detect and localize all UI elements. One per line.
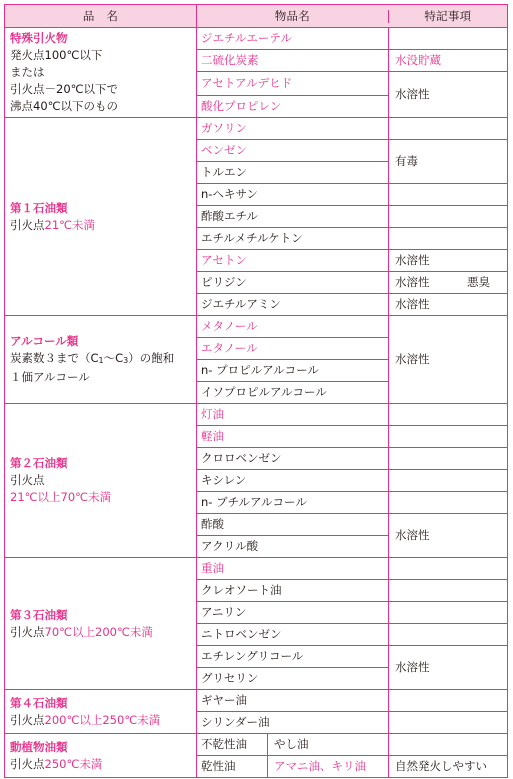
product-name: ジエチルエーテル — [197, 28, 389, 50]
category-desc: 発火点100℃以下 — [10, 48, 103, 62]
product-name: 乾性油 — [197, 756, 268, 777]
header-note: 特記事項 — [388, 10, 507, 23]
note-cell — [389, 470, 508, 492]
category-name: 動植物油類 — [10, 739, 68, 754]
note-cell — [389, 28, 508, 50]
category-desc: または — [10, 65, 45, 79]
category-desc-highlight: 250℃未満 — [44, 756, 103, 771]
product-split-cell — [197, 756, 389, 778]
note-cell — [389, 712, 508, 734]
category-desc-highlight: 200℃以上250℃未満 — [44, 712, 161, 727]
product-name: キシレン — [197, 470, 389, 492]
note-cell — [389, 492, 508, 514]
category-desc: 引火点－20℃以下で — [10, 82, 119, 96]
category-p4 — [5, 690, 197, 734]
category-name: 第２石油類 — [10, 456, 68, 470]
category-name: アルコール類 — [10, 334, 79, 348]
product-name: ジエチルアミン — [197, 294, 389, 316]
note-soluble: 水溶性 — [395, 275, 430, 289]
table-row — [5, 404, 508, 426]
category-name: 第３石油類 — [10, 607, 68, 622]
note-cell — [389, 734, 508, 756]
category-animal — [5, 734, 197, 778]
hazmat-table — [4, 4, 508, 778]
header-product: 物品名 — [274, 8, 310, 23]
note-cell — [389, 404, 508, 426]
category-desc-highlight: 21℃未満 — [44, 217, 96, 232]
note-cell — [389, 448, 508, 470]
product-name: n-ヘキサン — [197, 184, 389, 206]
category-p3 — [5, 558, 197, 690]
note-cell — [389, 580, 508, 602]
note-cell: 水溶性 — [389, 514, 508, 558]
product-name: グリセリン — [197, 668, 389, 690]
category-desc: 炭素数３まで（C — [10, 351, 99, 365]
product-name: ガソリン — [197, 118, 389, 140]
table-row — [5, 118, 508, 140]
category-p1 — [5, 118, 197, 316]
product-name: ピリジン — [197, 272, 389, 294]
category-desc: 引火点 — [10, 217, 45, 232]
note-cell: 水溶性 — [389, 316, 508, 404]
product-name: 酢酸 — [197, 514, 389, 536]
product-name: やし油 — [274, 737, 309, 751]
product-name: 酢酸エチル — [197, 206, 389, 228]
category-p2 — [5, 404, 197, 558]
note-cell — [389, 206, 508, 228]
note-cell: 水溶性 — [389, 72, 508, 118]
product-name: n- プロピルアルコール — [197, 360, 389, 382]
product-name: エタノール — [197, 338, 389, 360]
header-category: 品 名 — [5, 5, 197, 28]
category-special — [5, 28, 197, 118]
category-desc: ）の飽和 — [128, 351, 175, 365]
category-name: 特殊引火物 — [10, 31, 68, 45]
table-row — [5, 28, 508, 50]
product-name: 灯油 — [197, 404, 389, 426]
category-desc: 引火点 — [10, 624, 45, 639]
product-name: アクリル酸 — [197, 536, 389, 558]
note-badsmell: 悪臭 — [467, 275, 490, 289]
product-name: 酸化プロピレン — [197, 96, 389, 118]
category-desc: 沸点40℃以下のもの — [10, 99, 119, 113]
product-name: エチルメチルケトン — [197, 228, 389, 250]
product-name: シリンダー油 — [197, 712, 389, 734]
product-name: エチレングリコール — [197, 646, 389, 668]
product-name: ベンゼン — [197, 140, 389, 162]
product-name: クロロベンゼン — [197, 448, 389, 470]
product-name: 軽油 — [197, 426, 389, 448]
note-cell: 自然発火しやすい — [389, 756, 508, 778]
note-cell — [389, 624, 508, 646]
product-name: メタノール — [197, 316, 389, 338]
category-name: 第１石油類 — [10, 200, 68, 215]
note-cell — [389, 602, 508, 624]
category-desc: 引火点 — [10, 756, 45, 771]
product-name: アニリン — [197, 602, 389, 624]
category-desc: 引火点 — [10, 473, 45, 487]
category-name: 第４石油類 — [10, 695, 68, 710]
category-alcohol — [5, 316, 197, 404]
subscript: 3 — [123, 356, 129, 365]
product-name: ニトロベンゼン — [197, 624, 389, 646]
product-name: アセトン — [197, 250, 389, 272]
note-cell: 水没貯蔵 — [389, 50, 508, 72]
product-name: クレオソート油 — [197, 580, 389, 602]
product-name: n- ブチルアルコール — [197, 492, 389, 514]
table-row — [5, 316, 508, 338]
product-split-cell — [197, 734, 389, 756]
product-name: アマニ油、キリ油 — [274, 759, 366, 773]
category-desc-highlight: 21℃以上70℃未満 — [10, 490, 112, 504]
product-name: 重油 — [197, 558, 389, 580]
subscript: 1 — [98, 356, 104, 365]
product-name: アセトアルデヒド — [197, 72, 389, 96]
note-cell — [389, 426, 508, 448]
category-desc: ～C — [103, 351, 124, 365]
category-desc: 引火点 — [10, 712, 45, 727]
note-cell — [389, 272, 508, 294]
table-header-row — [5, 5, 508, 28]
product-name: イソプロピルアルコール — [197, 382, 389, 404]
note-cell — [389, 184, 508, 206]
note-cell — [389, 228, 508, 250]
note-cell: 水溶性 — [389, 294, 508, 316]
product-name: トルエン — [197, 162, 389, 184]
header-product-note-cell — [197, 5, 508, 28]
product-name: 二硫化炭素 — [197, 50, 389, 72]
category-desc: １価アルコール — [10, 370, 90, 384]
note-cell: 水溶性 — [389, 250, 508, 272]
table-row — [5, 734, 508, 756]
table-row — [5, 690, 508, 712]
table-row — [5, 558, 508, 580]
product-name: 不乾性油 — [197, 734, 268, 755]
note-cell — [389, 118, 508, 140]
category-desc-highlight: 70℃以上200℃未満 — [44, 624, 153, 639]
note-cell: 水溶性 — [389, 646, 508, 690]
note-cell — [389, 558, 508, 580]
product-name: ギヤー油 — [197, 690, 389, 712]
note-cell: 有毒 — [389, 140, 508, 184]
note-cell — [389, 690, 508, 712]
